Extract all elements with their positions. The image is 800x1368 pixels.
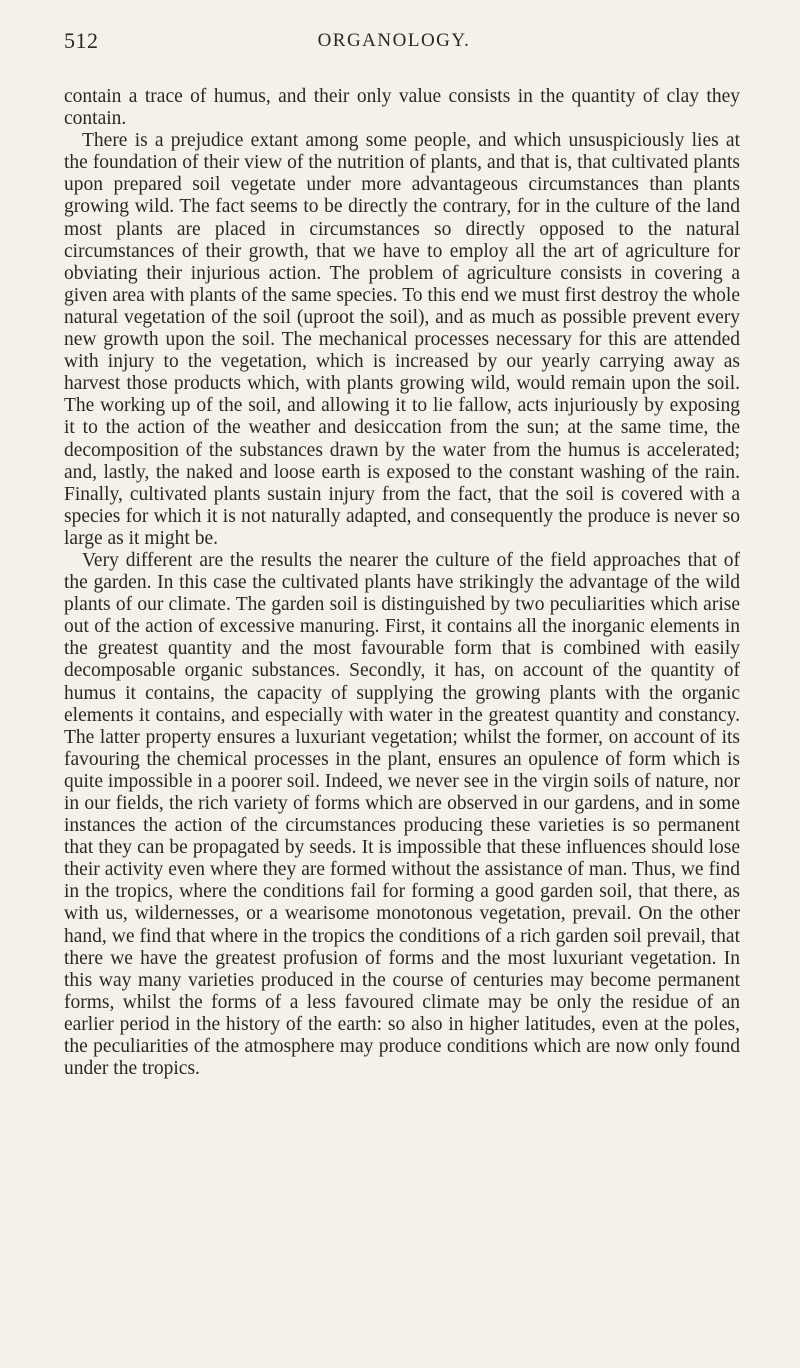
page-header [64, 28, 724, 56]
running-title: ORGANOLOGY. [317, 30, 471, 51]
paragraph-prejudice: There is a prejudice extant among some people, and which unsuspiciously lies at the foundation of their view of the nutrition of plants, and that is, that cultivated plants upon prepared soil vegetate under more advantageous circumstances than plants growing wild. The fact seems to be directly the contrary, for in the culture of the land most plants are placed in circumstances so directly opposed to the natural circumstances of their growth, that we have to employ all the art of agriculture for obviating their injurious action. The problem of agriculture consists in covering a given area with plants of the same species. To this end we must first destroy the whole natural vegetation of the soil (uproot the soil), and as much as possible prevent every new growth upon the soil. The mechanical processes necessary for this are attended with injury to the vegetation, which is increased by our yearly carrying away as harvest those products which, with plants growing wild, would remain upon the soil. The working up of the soil, and allowing it to lie fallow, acts injuriously by exposing it to the action of the weather and desiccation from the sun; at the same time, the decomposition of the substances drawn by the water from the humus is accelerated; and, lastly, the naked and loose earth is exposed to the constant washing of the rain. Finally, cultivated plants sustain injury from the fact, that the soil is covered with a species for which it is not naturally adapted, and consequently the produce is never so large as it might be. [64, 130, 740, 549]
page-number: 512 [64, 28, 99, 53]
body-text [64, 86, 740, 1080]
paragraph-garden: Very different are the results the nearer the culture of the field approaches that of the garden. In this case the cultivated plants have strikingly the advantage of the wild plants of our climate. The garden soil is distinguished by two peculiarities which arise out of the action of excessive manuring. First, it contains all the inorganic elements in the greatest quantity and the most favourable form that is combined with easily decomposable organic substances. Secondly, it has, on account of the quantity of humus it contains, the capacity of supplying the growing plants with the organic elements it contains, and especially with water in the greatest quantity and constancy. The latter property ensures a luxuriant vegetation; whilst the former, on account of its favouring the chemical processes in the plant, ensures an opulence of form which is quite impossible in a poorer soil. Indeed, we never see in the virgin soils of nature, nor in our fields, the rich variety of forms which are observed in our gardens, and in some instances the action of the circumstances producing these varieties is so permanent that they can be propagated by seeds. It is impossible that these influences should lose their activity even where they are formed without the assistance of man. Thus, we find in the tropics, where the conditions fail for forming a good garden soil, that there, as with us, wildernesses, or a wearisome monotonous vegetation, prevail. On the other hand, we find that where in the tropics the conditions of a rich garden soil prevail, that there we have the greatest profusion of forms and the most luxuriant vegetation. In this way many varieties produced in the course of centuries may become permanent forms, whilst the forms of a less favoured climate may be only the residue of an earlier period in the history of the earth: so also in higher latitudes, even at the poles, the peculiarities of the atmosphere may produce conditions which are now only found under the tropics. [64, 549, 740, 1080]
paragraph-continuation: contain a trace of humus, and their only value consists in the quantity of clay they contain. [64, 86, 740, 130]
